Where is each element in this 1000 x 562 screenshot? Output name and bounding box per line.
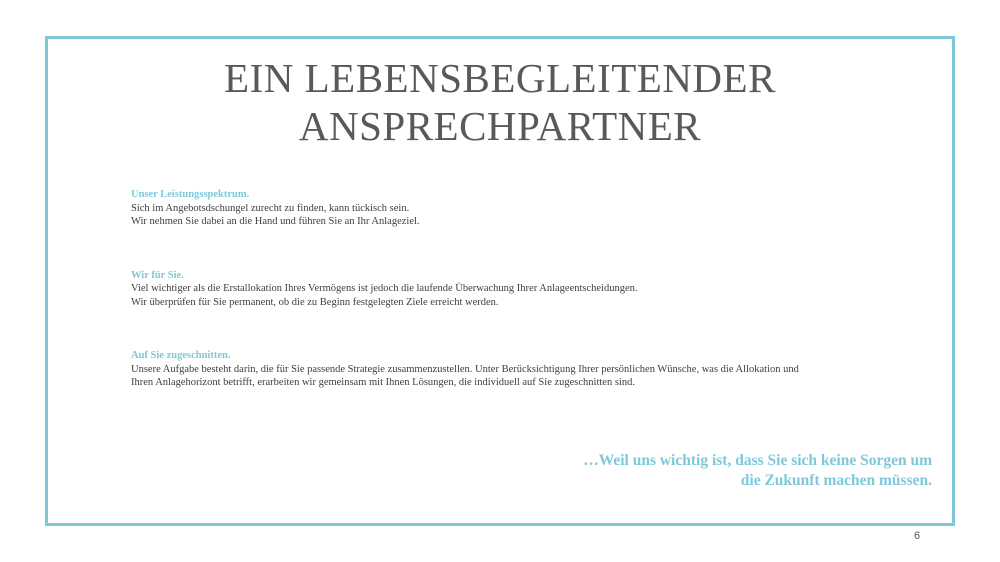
page-title-line-1: EIN LEBENSBEGLEITENDER: [224, 55, 776, 101]
page-number: 6: [914, 530, 921, 542]
page-title-line-2: ANSPRECHPARTNER: [298, 103, 702, 149]
section-wir-fuer-sie: [131, 269, 911, 310]
section-heading: Auf Sie zugeschnitten.: [131, 350, 231, 361]
section-text-line: Unsere Aufgabe besteht darin, die für Sie passende Strategie zusammenzustellen. Unter Berücksichtigung Ihrer persönlichen Wünsche, was die Allokation und: [131, 363, 799, 375]
section-leistungsspektrum: [131, 188, 911, 229]
section-heading: Wir für Sie.: [131, 269, 184, 281]
closing-tagline: [583, 451, 932, 491]
section-text-line: Ihren Anlagehorizont betrifft, erarbeiten wir gemeinsam mit Ihnen Lösungen, die individuell auf Sie zugeschnitten sind.: [131, 377, 635, 388]
section-zugeschnitten: [131, 349, 911, 390]
section-text-line: Wir nehmen Sie dabei an die Hand und führen Sie an Ihr Anlageziel.: [131, 216, 420, 227]
content-sections: [131, 188, 911, 430]
tagline-line-1: …Weil uns wichtig ist, dass Sie sich keine Sorgen um: [583, 452, 932, 469]
section-text-line: Wir überprüfen für Sie permanent, ob die zu Beginn festgelegten Ziele erreicht werden.: [131, 296, 499, 308]
page-title: [0, 54, 1000, 150]
section-heading: Unser Leistungsspektrum.: [131, 189, 250, 200]
tagline-line-2: die Zukunft machen müssen.: [740, 472, 932, 489]
section-text-line: Sich im Angebotsdschungel zurecht zu finden, kann tückisch sein.: [131, 202, 410, 214]
section-text-line: Viel wichtiger als die Erstallokation Ihres Vermögens ist jedoch die laufende Überwachung Ihrer Anlageentscheidungen.: [131, 283, 638, 294]
